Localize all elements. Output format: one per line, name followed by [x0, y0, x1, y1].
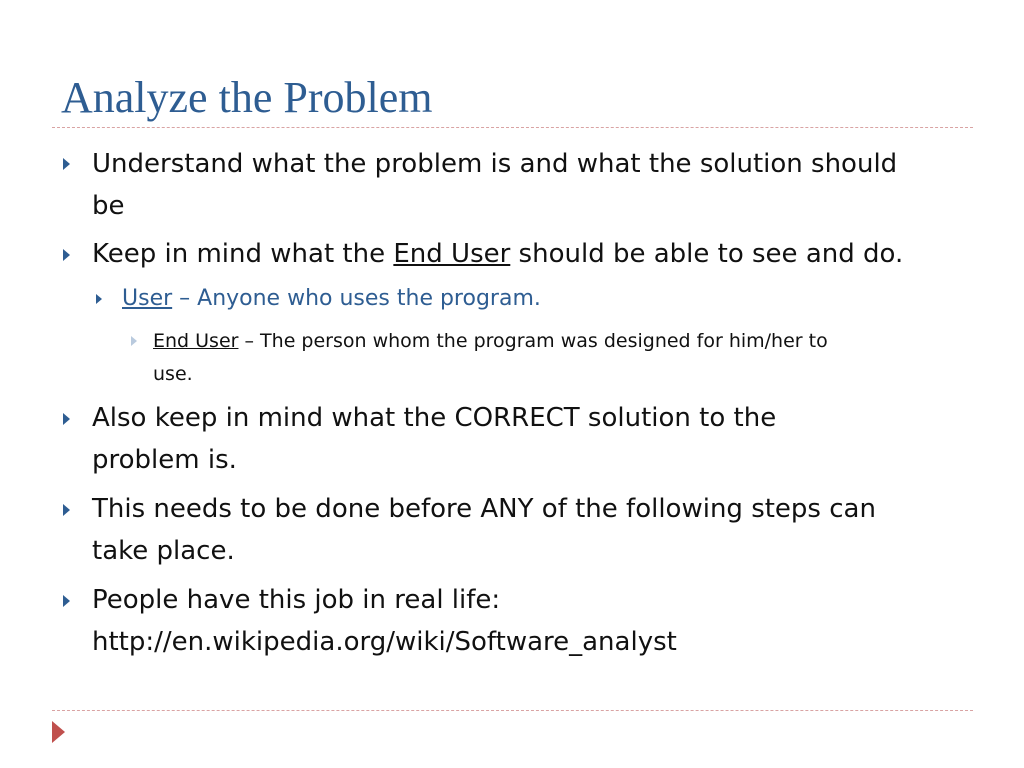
wikipedia-url: http://en.wikipedia.org/wiki/Software_analyst	[92, 627, 677, 657]
bullet-arrow-icon	[63, 413, 70, 425]
bullet-2-text-before: Keep in mind what the	[92, 239, 394, 269]
bullet-4-line-1: This needs to be done before ANY of the following steps can	[92, 494, 876, 524]
user-definition: – Anyone who uses the program.	[172, 286, 541, 311]
bullet-arrow-icon	[63, 249, 70, 261]
bullet-arrow-icon	[63, 158, 70, 170]
slide-title: Analyze the Problem	[61, 73, 433, 122]
bullet-5-line-1: People have this job in real life:	[92, 585, 501, 615]
bullet-4-line-2: take place.	[92, 536, 235, 566]
sub-sub-bullet-end-user	[153, 325, 828, 357]
sub-sub-bullet-line-2: use.	[153, 363, 193, 385]
bullet-3-line-1: Also keep in mind what the CORRECT solution to the	[92, 403, 777, 433]
bullet-2-text-after: should be able to see and do.	[510, 239, 904, 269]
end-user-definition: – The person whom the program was designed for him/her to	[238, 330, 828, 352]
bullet-1-line-1: Understand what the problem is and what the solution should	[92, 149, 898, 179]
sub-bullet-arrow-icon	[96, 294, 102, 304]
end-user-term: End User	[393, 239, 511, 269]
end-user-subterm: End User	[153, 330, 239, 352]
bullet-3-line-2: problem is.	[92, 445, 237, 475]
sub-sub-bullet-arrow-icon	[131, 336, 137, 346]
play-triangle-icon	[52, 721, 65, 743]
bullet-2	[92, 233, 903, 275]
bullet-arrow-icon	[63, 595, 70, 607]
sub-bullet-user	[122, 284, 541, 314]
title-divider	[52, 127, 973, 128]
footer-divider	[52, 710, 973, 711]
bullet-arrow-icon	[63, 504, 70, 516]
bullet-1-line-2: be	[92, 191, 125, 221]
user-term: User	[122, 286, 173, 311]
